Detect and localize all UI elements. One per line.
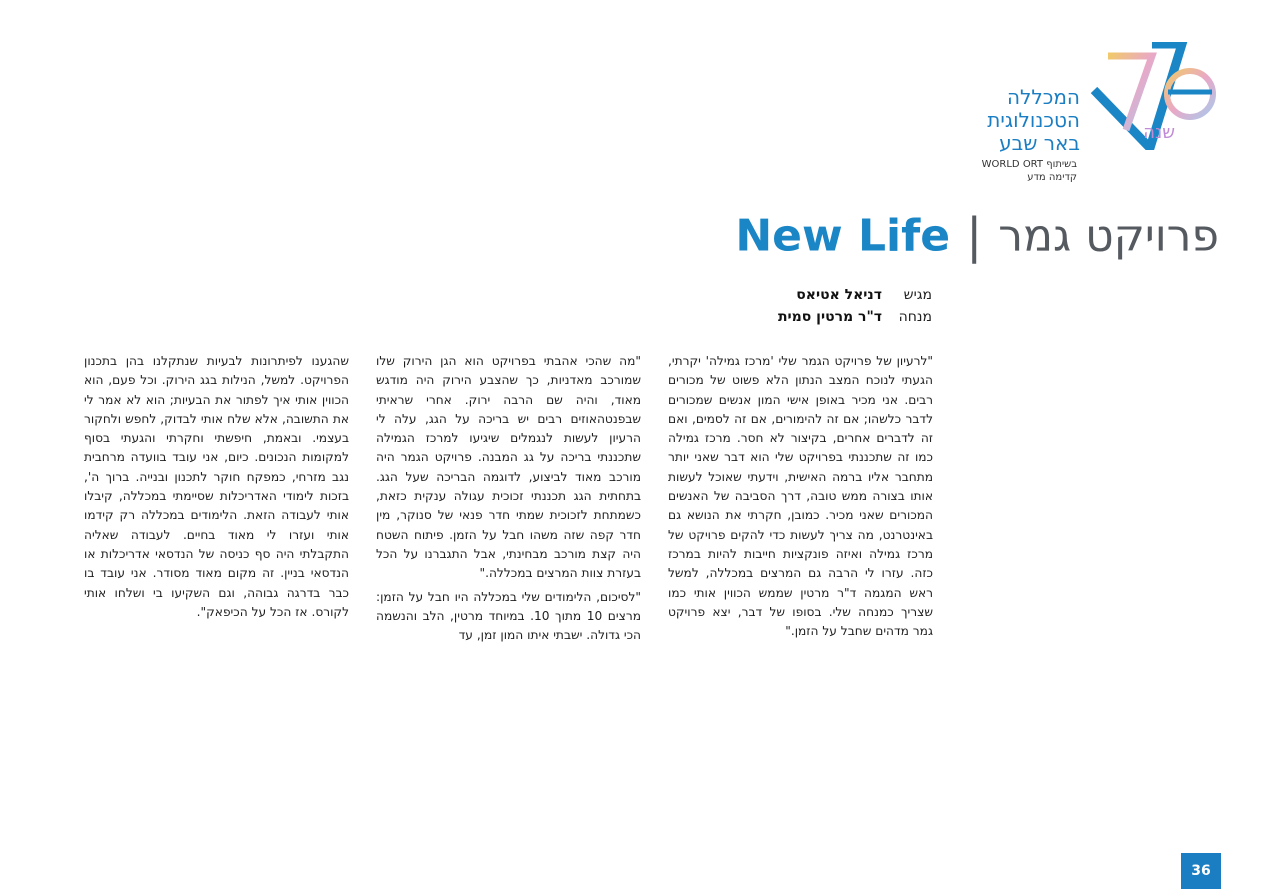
project-credits [632, 284, 932, 328]
college-name-line-1: המכללה [1006, 85, 1080, 109]
credit-name: ד"ר מרטין סמית [777, 309, 882, 325]
page-number: 36 [1181, 853, 1221, 889]
title-english: New Life [735, 210, 951, 262]
seventy-years-emblem-icon [1090, 42, 1222, 150]
credit-role: מגיש [903, 287, 932, 303]
credit-role: מנחה [898, 309, 932, 325]
partner-line-1: בשיתוף WORLD ORT [981, 159, 1077, 170]
credit-presenter [632, 284, 932, 306]
credit-advisor [632, 306, 932, 328]
page-title [735, 208, 1219, 264]
college-logo [965, 42, 1225, 187]
emblem-word: שנה [1143, 122, 1175, 143]
partner-credit [877, 158, 1077, 184]
paragraph: "מה שהכי אהבתי בפרויקט הוא הגן הירוק שלו שמורכב מאדניות, כך שהצבע הירוק היה מודגש מאוד, והיה שם הרבה ירוק. אחרי שראיתי שבפנטהאוזים רבים יש בריכה על הגג, עלה לי הרעיון לעשות לנגמלים שיגיעו למרכז הגמילה שתכננתי בריכה על גג המבנה. פרויקט הגמר היה מורכב מאוד לביצוע, לדוגמה הבריכה שעל הגג. בתחתית הגג תכננתי זכוכית עגולה ענקית כזאת, כשמתחת לזכוכית שמתי חדר פנאי של סנוקר, מין חדר קפה שזה משהו חבל על הזמן. פיתוח השטח היה קצת מורכב מבחינתי, אבל התגברנו על הכל בעזרת צוות המרצים במכללה." [376, 354, 641, 581]
article-column-3 [84, 352, 349, 622]
paragraph: "לסיכום, הלימודים שלי במכללה היו חבל על הזמן: מרצים 10 מתוך 10. במיוחד מרטין, הלב והנשמה הכי גדולה. ישבתי איתו המון זמן, עד [376, 589, 642, 643]
college-name [880, 86, 1080, 155]
article-column-2 [376, 352, 641, 645]
paragraph: שהגענו לפיתרונות לבעיות שנתקלנו בהן בתכנון הפרויקט. למשל, הנילות בגג הירוק. וכל פעם, הוא הכווין אותי איך לפתור את הבעיות; הוא לא אמר לי את התשובה, אלא שלח אותי לבדוק, לחפש ולחקור בעצמי. ובאמת, חיפשתי וחקרתי והגעתי בסוף למקומות הנכונים. כיום, אני עובד בוועדה מרחבית נגב מזרחי, כמפקח חוקר לתכנון ובנייה. ברוך ה', בזכות לימודי האדריכלות שסיימתי במכללה, קיבלו אותי לעבודה הזאת. הלימודים במכללה רק קידמו אותי ועזרו לי מאוד בחיים. לעבודה שאליה התקבלתי היה סף כניסה של הנדסאי אדריכלות או הנדסאי בניין. זה מקום מאוד מסודר. אני עובד בו כבר בדרגה גבוהה, וגם השקיעו בי ושלחו אותי לקורס. אז הכל על הכיפאק". [84, 354, 349, 619]
title-hebrew: פרויקט גמר [998, 210, 1219, 262]
partner-line-2: קדימה מדע [1027, 172, 1077, 183]
paragraph: "לרעיון של פרויקט הגמר שלי 'מרכז גמילה' יקרתי, הגעתי לנוכח המצב הנתון הלא פשוט של מכורים רבים. אני מכיר באופן אישי המון אנשים שמכורים לדבר כלשהו; אם זה להימורים, אם זה לסמים, ואם זה לדברים אחרים, בקיצור לא חסר. מרכז גמילה כמו זה שתכננתי בפרויקט שלי הוא דבר שאני יותר מתחבר אליו ברמה האישית, וידעתי שאוכל לעשות אותו בצורה ממש טובה, דרך הסביבה של האנשים המכורים שאני מכיר. כמובן, חקרתי את הנושא גם באינטרנט, מה צריך לעשות כדי להקים פרויקט של מרכז גמילה ואיזה פונקציות חייבות להיות במרכז כזה. עזרו לי הרבה גם המרצים במכללה, למשל ראש המגמה ד"ר מרטין שממש הכווין אותי כמו שצריך כמנחה שלי. בסופו של דבר, יצא פרויקט גמר מדהים שחבל על הזמן." [668, 354, 933, 639]
article-column-1 [668, 352, 933, 641]
college-name-line-2: הטכנולוגית [987, 108, 1080, 132]
college-name-line-3: באר שבע [999, 131, 1080, 155]
credit-name: דניאל אטיאס [796, 287, 882, 303]
title-separator: | [966, 208, 983, 264]
